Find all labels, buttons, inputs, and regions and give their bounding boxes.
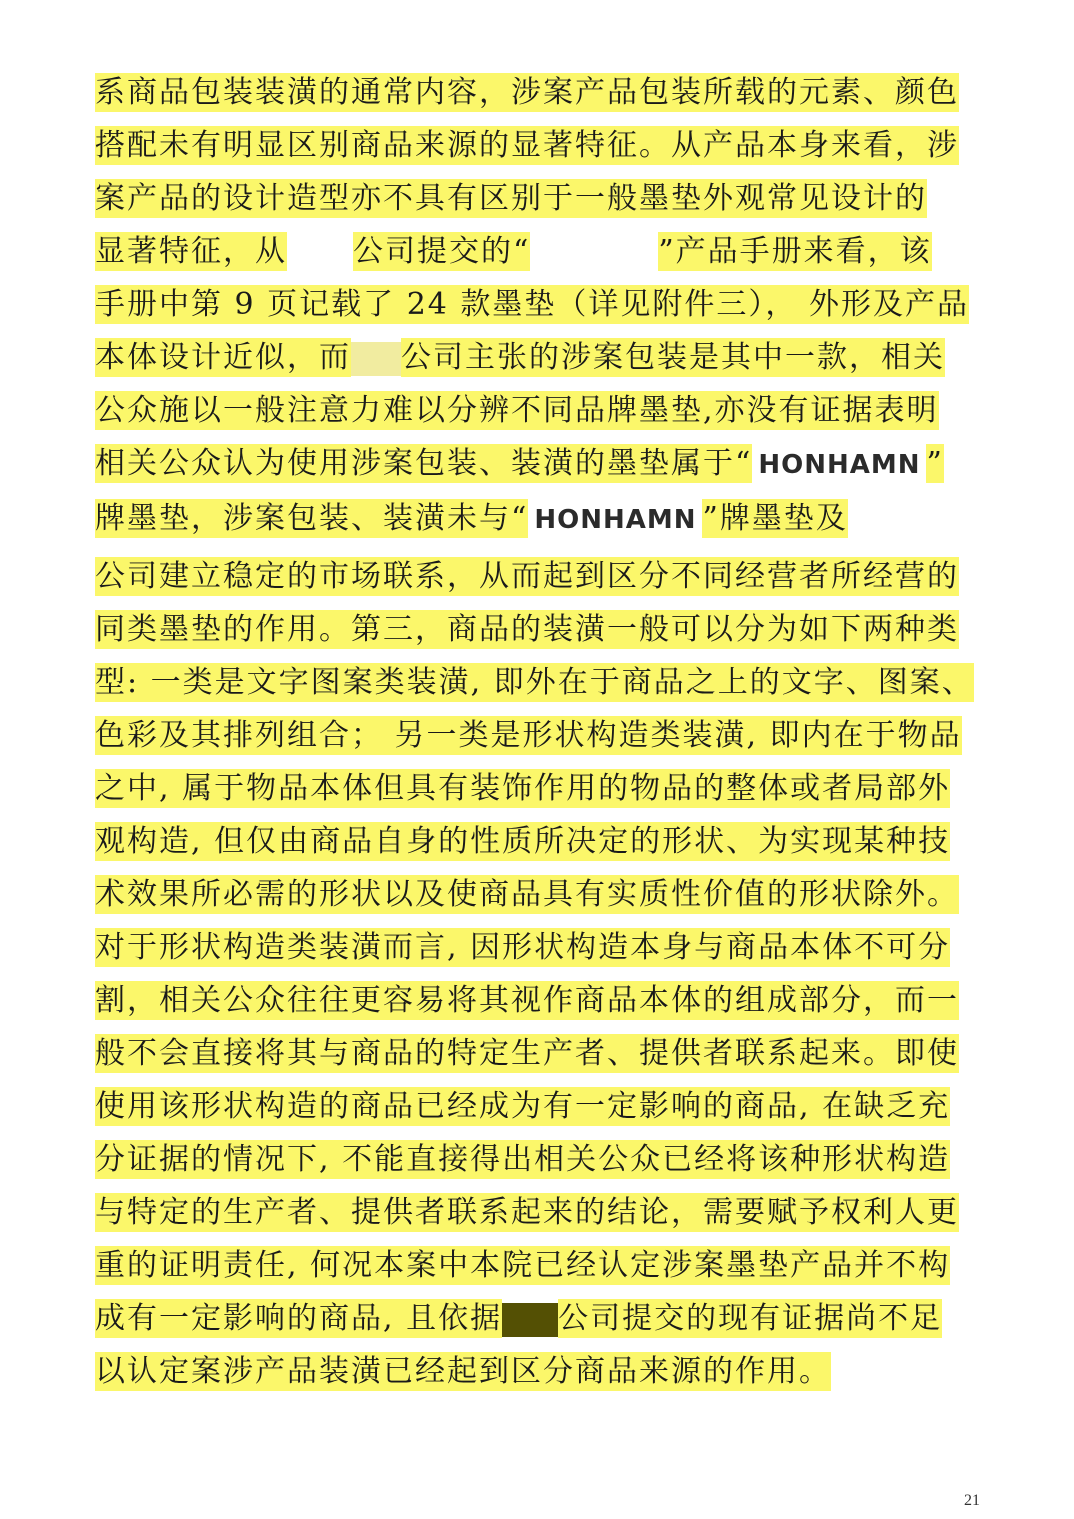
text-line: 割，相关公众往往更容易将其视作商品本体的组成部分，而一 — [95, 983, 959, 1018]
text-line: 型: 一类是文字图案类装潢, 即外在于商品之上的文字、图案、 — [95, 665, 974, 700]
text-line: 分证据的情况下, 不能直接得出相关公众已经将该种形状构造 — [95, 1142, 951, 1177]
text-line: 成有一定影响的商品, 且依据 公司提交的现有证据尚不足 — [95, 1301, 943, 1336]
redaction-blank — [530, 233, 658, 273]
text-line: 术效果所必需的形状以及使商品具有实质性价值的形状除外。 — [95, 877, 959, 912]
text-line: 系商品包装装潢的通常内容，涉案产品包装所载的元素、颜色 — [95, 75, 959, 110]
text-line: 搭配未有明显区别商品来源的显著特征。从产品本身来看，涉 — [95, 128, 959, 163]
text-line: 显著特征，从 公司提交的“ ”产品手册来看，该 — [95, 225, 932, 279]
text-line: 与特定的生产者、提供者联系起来的结论，需要赋予权利人更 — [95, 1195, 959, 1230]
text-line: 般不会直接将其与商品的特定生产者、提供者联系起来。即使 — [95, 1036, 959, 1071]
honhamn-logo: HONHAMN — [752, 448, 926, 482]
text-line: 案产品的设计造型亦不具有区别于一般墨垫外观常见设计的 — [95, 181, 927, 216]
text-line: 公众施以一般注意力难以分辨不同品牌墨垫,亦没有证据表明 — [95, 393, 939, 428]
text-line: 手册中第 9 页记载了 24 款墨垫（详见附件三）， 外形及产品 — [95, 287, 969, 322]
page-number: 21 — [964, 1492, 980, 1509]
text-line: 重的证明责任, 何况本案中本院已经认定涉案墨垫产品并不构 — [95, 1248, 951, 1283]
text-line: 公司建立稳定的市场联系，从而起到区分不同经营者所经营的 — [95, 559, 959, 594]
text-line: 对于形状构造类装潢而言, 因形状构造本身与商品本体不可分 — [95, 930, 951, 965]
honhamn-logo: HONHAMN — [528, 503, 702, 537]
text-line: 同类墨垫的作用。第三，商品的装潢一般可以分为如下两种类 — [95, 612, 959, 647]
redaction-block — [502, 1303, 558, 1337]
text-line: 色彩及其排列组合； 另一类是形状构造类装潢, 即内在于物品 — [95, 718, 962, 753]
redaction-blank — [287, 233, 353, 273]
text-line: 牌墨垫，涉案包装、装潢未与“ HONHAMN ”牌墨垫及 — [95, 501, 848, 536]
redaction-block — [351, 342, 401, 376]
text-line: 观构造, 但仅由商品自身的性质所决定的形状、为实现某种技 — [95, 824, 951, 859]
text-line: 之中, 属于物品本体但具有装饰作用的物品的整体或者局部外 — [95, 771, 951, 806]
text-line: 相关公众认为使用涉案包装、装潢的墨垫属于“ HONHAMN ” — [95, 446, 944, 481]
text-line: 使用该形状构造的商品已经成为有一定影响的商品, 在缺乏充 — [95, 1089, 951, 1124]
text-line: 本体设计近似，而 公司主张的涉案包装是其中一款，相关 — [95, 340, 945, 375]
text-line: 以认定案涉产品装潢已经起到区分商品来源的作用。 — [95, 1354, 831, 1389]
